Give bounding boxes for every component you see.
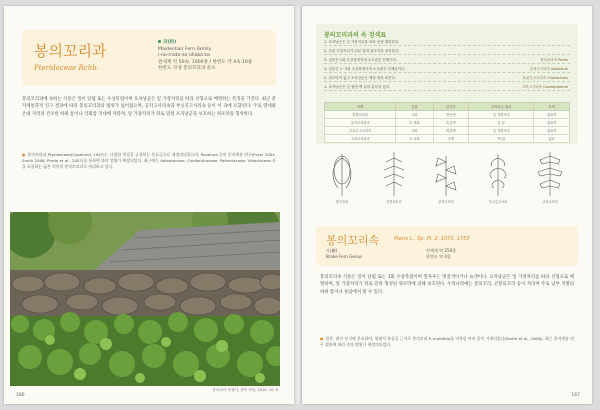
habitat-photo xyxy=(10,212,280,386)
photo-caption: 봉의꼬리 자생지, 경북 의성, 2010. 10. 8 xyxy=(212,388,278,392)
page-number-right: 167 xyxy=(571,393,580,398)
key-line xyxy=(324,40,570,46)
key-line-text: 1. 포자낭군은 잎 가장자리를 따라 선형 배열한다. xyxy=(324,40,400,44)
genus-meta-line: Brake Fern Genus xyxy=(326,254,363,259)
key-line xyxy=(324,85,570,91)
frond-illustration-1 xyxy=(333,154,351,196)
table-cell: 2회 xyxy=(396,127,433,135)
illustration-label: 고비고사리 xyxy=(542,200,558,204)
table-cell: 위포막 xyxy=(534,111,570,119)
table-cell: 맥 위 xyxy=(469,135,534,143)
genus-meta-line: 전세계 약 250종 xyxy=(426,248,457,253)
family-title: 봉의꼬리과 xyxy=(34,42,107,60)
table-row xyxy=(325,127,570,135)
frond-illustrations-svg xyxy=(316,148,578,198)
frond-illustration-4 xyxy=(490,154,506,196)
table-header: 속명 xyxy=(325,103,396,111)
family-note xyxy=(22,152,276,171)
illustration-label: 큰봉의꼬리 xyxy=(386,200,402,204)
key-line-result: 봉의꼬리속 Pteris xyxy=(540,58,568,62)
table-row xyxy=(325,111,570,119)
table-cell: 잎 가장자리 xyxy=(469,127,534,135)
genus-meta-right xyxy=(426,248,456,260)
table-cell: 부싯깃고사리속 xyxy=(325,127,396,135)
table-cell: 공작고사리속 xyxy=(325,119,396,127)
table-cell: 2~3회 xyxy=(396,119,433,127)
genus-description: 봉의꼬리속 식물은 잎이 단엽 또는 1회 우상복엽이며 잎자루는 볏짚색이거나 녹색이다. 포자낭군은 잎 가장자리를 따라 선형으로 배열하며, 잎 가장자리가 뒤로 말려 형성된 위포막에 의해 보호된다. 우리나라에는 봉의꼬리, 큰봉의꼬리 등이 자라며 주로 남부 지방의 바위 틈이나 돌담에서 볼 수 있다. xyxy=(320,275,574,295)
table-cell: 위포막 xyxy=(534,127,570,135)
table-header-row xyxy=(325,103,570,111)
table-cell: 잎 끝 xyxy=(469,119,534,127)
family-note-text: 봉의꼬리과 Pteridaceae(Copeland, 1947)는 다양한 형질을 공유하는 분류군으로 재정의되었으며, Ravenna 등의 분자계통 연구(Pryer 2004, Smith 2006, Prado et al., 2007)를 통하여 과의 범위가 확장되었다. 최근에는 Adiantaceae, Cheilanthaceae, Parkeriaceae, Vittariaceae 등을 포함하는 넓은 의미의 봉의꼬리과로 처리하고 있다. xyxy=(22,152,276,170)
table-header: 잎자루 xyxy=(433,103,468,111)
table-cell: 1~2회 xyxy=(396,135,433,143)
family-description: 봉의꼬리과에 속하는 식물은 잎이 단엽 또는 우상복엽이며 포자낭군은 잎 가장자리를 따라 선형으로 배열하는 특징을 가진다. 최근 분자계통학적 연구 결과에 따라 봉의꼬리과의 범위가 넓어졌으며, 공작고사리속과 부싯깃고사리속 등이 이 과에 포함된다. 주로 열대와 온대 지역의 건조한 바위 틈이나 석회암 지대에 자라며, 잎 가장자리가 뒤로 말려 포자낭군을 보호하는 위포막을 형성한다. xyxy=(22,97,276,117)
table-header: 잎몸 xyxy=(396,103,433,111)
key-line-text: 2. 우편 가장자리가 뒤로 말려 위포막을 형성한다. xyxy=(324,49,400,53)
left-page xyxy=(4,6,294,404)
family-meta xyxy=(158,40,252,73)
table-cell: 녹색 xyxy=(433,135,468,143)
genus-latin-name: Pteris L., Sp. Pl. 2: 1073, 1753 xyxy=(394,236,470,242)
genus-header-box xyxy=(316,226,578,266)
family-meta-line: 전세계 약 50속, 1000종 / 한반도 약 4속 10종 xyxy=(158,59,253,65)
genus-note xyxy=(320,336,574,348)
genus-comparison-table xyxy=(324,102,570,143)
frond-illustrations xyxy=(316,148,578,206)
key-line-text: 2. 위포막이 없고 포자낭군은 맥을 따라 퍼진다. xyxy=(324,76,396,80)
family-meta-line: i-no-moto-so-ahaka ka xyxy=(158,53,210,59)
note-bullet-icon: ● xyxy=(320,336,324,341)
table-header: 포막 xyxy=(534,103,570,111)
genus-title: 봉의꼬리속 xyxy=(326,234,380,247)
right-page xyxy=(302,6,592,404)
key-line xyxy=(324,49,570,55)
family-meta-line: 한반도 자생 봉의꼬리과 분포 xyxy=(158,66,216,72)
illustration-label: 공작고사리 xyxy=(438,200,454,204)
family-meta-line: Maidenhair Fern Family xyxy=(158,46,212,52)
table-cell: 봉의꼬리속 xyxy=(325,111,396,119)
bullet-icon xyxy=(158,40,161,43)
book-gutter xyxy=(294,6,302,404)
page-number-left: 166 xyxy=(16,393,25,398)
illustration-label: 봉의꼬리 xyxy=(335,200,349,204)
family-rank: 과(科) xyxy=(163,40,177,45)
family-header-box xyxy=(22,30,276,86)
key-line xyxy=(324,58,570,64)
genus-meta-line: 속(屬) xyxy=(326,248,338,253)
key-line-text: 3. 잎몸은 2~3회 우상복엽이며 소우편은 부채꼴이다. xyxy=(324,67,406,71)
key-line-result: 공작고사리속 Adiantum xyxy=(529,67,568,71)
table-cell: 흑갈색 xyxy=(433,119,468,127)
table-cell: 1회 xyxy=(396,111,433,119)
table-cell: 없음 xyxy=(534,135,570,143)
table-cell: 위포막 xyxy=(534,119,570,127)
key-line-text: 1. 포자낭군은 잎 뒷면 맥 위에 흩어져 있다. xyxy=(324,85,391,89)
key-title: 봉의꼬리과의 속 검색표 xyxy=(324,32,387,39)
frond-illustration-5 xyxy=(538,152,562,196)
table-header: 포자낭군 위치 xyxy=(469,103,534,111)
table-cell: 고비고사리속 xyxy=(325,135,396,143)
genus-note-text: 일본, 대만 등지에 분포하며, 형태적 특징을 근거로 봉의꼬리 P. multifida를 비롯한 여러 종이 기재되었다(Smith et al., 2006). 최근 분자계통 연구 결과에 따라 속의 범위가 재정의되었다. xyxy=(320,336,574,348)
genus-meta-line: 한반도 약 4종 xyxy=(426,254,451,259)
frond-illustration-2 xyxy=(384,152,404,196)
illustration-label: 부싯깃고사리 xyxy=(488,200,508,204)
key-line-result: 부싯깃고사리속 Cheilanthes xyxy=(522,76,568,80)
table-row xyxy=(325,135,570,143)
genus-key-box xyxy=(316,24,578,144)
key-line-text: 3. 잎몸은 1회 우상복엽이며 소우편은 선형이다. xyxy=(324,58,398,62)
table-cell: 잎 가장자리 xyxy=(469,111,534,119)
key-line xyxy=(324,76,570,82)
genus-meta-left xyxy=(326,248,362,260)
key-line xyxy=(324,67,570,73)
note-bullet-icon: ● xyxy=(22,152,26,157)
frond-illustration-3 xyxy=(436,156,456,196)
table-row xyxy=(325,119,570,127)
key-line-result: 고비고사리속 Coniogramme xyxy=(521,85,568,89)
family-latin-name: Pteridaceae Rchb. xyxy=(34,64,99,72)
table-cell: 적갈색 xyxy=(433,127,468,135)
table-cell: 연녹색 xyxy=(433,111,468,119)
